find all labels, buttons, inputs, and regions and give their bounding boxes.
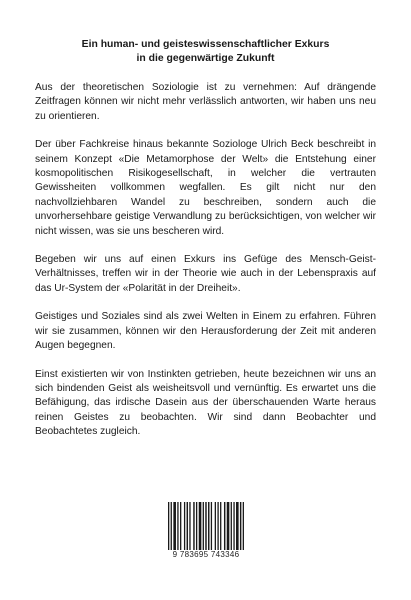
barcode-bar [211, 502, 212, 554]
barcode-bar [220, 502, 221, 554]
barcode-bar [215, 502, 216, 554]
paragraph-1: Aus der theoretischen Soziologie ist zu vernehmen: Auf drängende Zeitfragen können wir nicht mehr verlässlich antworten, wir haben uns neu zu orientieren. [35, 82, 376, 122]
barcode-bar [199, 502, 202, 554]
barcode-bar [189, 502, 190, 554]
paragraph-3: Begeben wir uns auf einen Exkurs ins Gefüge des Mensch-Geist-Verhältnisses, treffen wir in der Theorie wie auch in der Lebenspraxis auf das Ur-System der «Polarität in der Dreiheit». [35, 254, 376, 294]
barcode-bar [243, 502, 244, 554]
barcode-bar [171, 502, 172, 554]
isbn-number: 9 783695 743346 [166, 550, 246, 560]
barcode-bar [233, 502, 234, 554]
barcode-bars [166, 502, 246, 554]
paragraph-5: Einst existierten wir von Instinkten getrieben, heute bezeichnen wir uns an sich bindenden Geist als weisheitsvoll und vernünftig. Es erwartet uns die Befähigung, das irdische Dasein aus der überschauenden Warte heraus reinen Geistes zu beobachten. Wir sind dann Beobachter und Beobachtetes zugleich. [35, 368, 376, 438]
barcode-bar [168, 502, 169, 554]
barcode-bar [187, 502, 188, 554]
barcode-bar [180, 502, 181, 554]
barcode-bar [205, 502, 206, 554]
heading-line-1: Ein human- und geisteswissenschaftlicher Exkurs [81, 39, 330, 50]
barcode-bar [240, 502, 241, 554]
barcode-bar [231, 502, 232, 554]
barcode-bar [203, 502, 204, 554]
barcode-bar [177, 502, 178, 554]
barcode-bar [217, 502, 218, 554]
blurb-text [35, 81, 376, 440]
paragraph-2: Der über Fachkreise hinaus bekannte Soziologe Ulrich Beck beschreibt in seinem Konzept «Die Metamorphose der Welt» die Entstehung einer kosmopolitischen Risikogesellschaft, in welcher die vertrauten Gewissheiten vollkommen wegfallen. Es gilt nicht nur den nachvollziehbaren Wandel zu beschreiben, sondern auch die unvorhersehbare geistige Verwandlung zu berücksichtigen, von welcher wir nicht wissen, was sie uns bescheren wird. [35, 139, 376, 237]
barcode-bar [184, 502, 185, 554]
paragraph-4: Geistiges und Soziales sind als zwei Welten in Einem zu erfahren. Führen wir sie zusammen, können wir den Herausforderung der Zeit mit anderen Augen begegnen. [35, 311, 376, 352]
barcode-bar [196, 502, 197, 554]
heading-line-2: in die gegenwärtige Zukunft [136, 53, 275, 64]
barcode-bar [173, 502, 176, 554]
barcode-bar [227, 502, 230, 554]
barcode-bar [208, 502, 209, 554]
cover-heading [30, 38, 381, 66]
barcode-bar [224, 502, 225, 554]
barcode-bar [193, 502, 194, 554]
barcode-bar [236, 502, 239, 554]
